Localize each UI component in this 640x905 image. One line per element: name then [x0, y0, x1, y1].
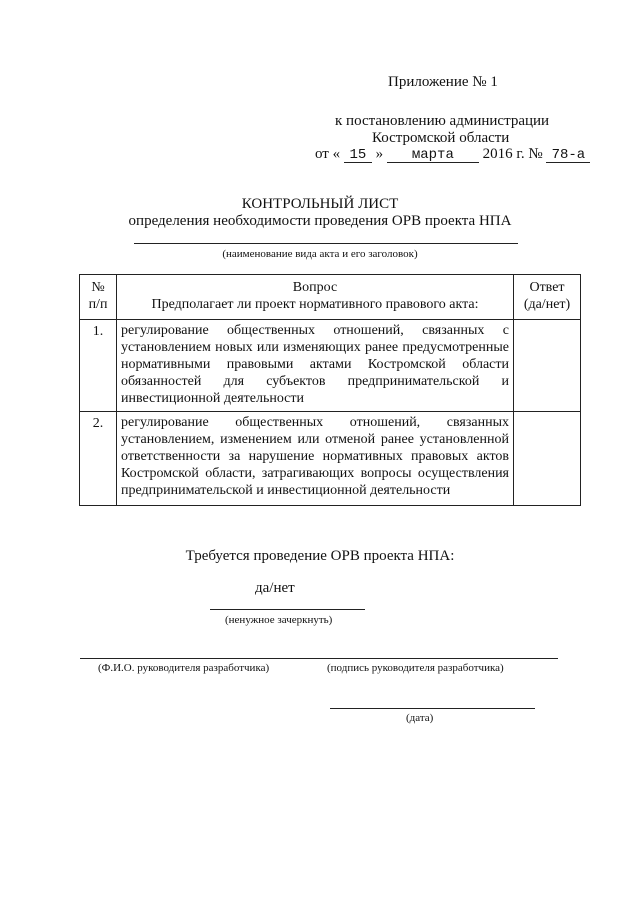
checklist-table	[79, 274, 581, 506]
conclusion-text: Требуется проведение ОРВ проекта НПА:	[185, 548, 455, 564]
row-answer[interactable]	[514, 412, 581, 506]
document-subtitle: определения необходимости проведения ОРВ проекта НПА	[128, 213, 512, 229]
signature-caption: (подпись руководителя разработчика)	[327, 662, 504, 674]
row-question: регулирование общественных отношений, связанных установлением, изменением или отменой ранее установленной ответственности за нарушение нормативных правовых актов Костромской области, затрагивающих вопросы осуществления предпринимательской и инвестиционной деятельности	[117, 412, 514, 506]
decree-date-line	[315, 146, 590, 163]
decree-line-1: к постановлению администрации	[335, 113, 550, 129]
date-day: 15	[344, 148, 372, 163]
conclusion-line	[210, 609, 365, 610]
date-prefix: от «	[315, 146, 341, 162]
date-caption: (дата)	[406, 712, 434, 724]
date-mid: »	[375, 146, 384, 162]
table-header-row	[80, 275, 581, 320]
fio-caption: (Ф.И.О. руководителя разработчика)	[98, 662, 270, 674]
date-line	[330, 708, 535, 709]
header-question: Вопрос Предполагает ли проект нормативного правового акта:	[117, 275, 514, 320]
appendix-label: Приложение № 1	[388, 74, 498, 90]
row-question: регулирование общественных отношений, связанных с установлением новых или изменяющих ранее предусмотренные нормативными правовыми актами Костромской области обязанностей для субъектов предпринимательской и инвестиционной деятельности	[117, 320, 514, 412]
decree-line-2: Костромской области	[372, 130, 510, 146]
conclusion-answer: да/нет	[255, 580, 295, 596]
date-year: 2016 г. №	[482, 146, 543, 162]
signature-line	[80, 658, 558, 659]
act-name-line	[134, 243, 518, 244]
strike-note: (ненужное зачеркнуть)	[225, 614, 333, 626]
header-answer: Ответ (да/нет)	[514, 275, 581, 320]
act-name-caption: (наименование вида акта и его заголовок)	[222, 248, 418, 260]
table-row	[80, 320, 581, 412]
decree-number: 78-а	[546, 148, 590, 163]
row-num: 2.	[80, 412, 117, 506]
date-month: марта	[387, 148, 479, 163]
header-num: № п/п	[80, 275, 117, 320]
row-answer[interactable]	[514, 320, 581, 412]
row-num: 1.	[80, 320, 117, 412]
table-row	[80, 412, 581, 506]
document-title: КОНТРОЛЬНЫЙ ЛИСТ	[241, 196, 399, 212]
